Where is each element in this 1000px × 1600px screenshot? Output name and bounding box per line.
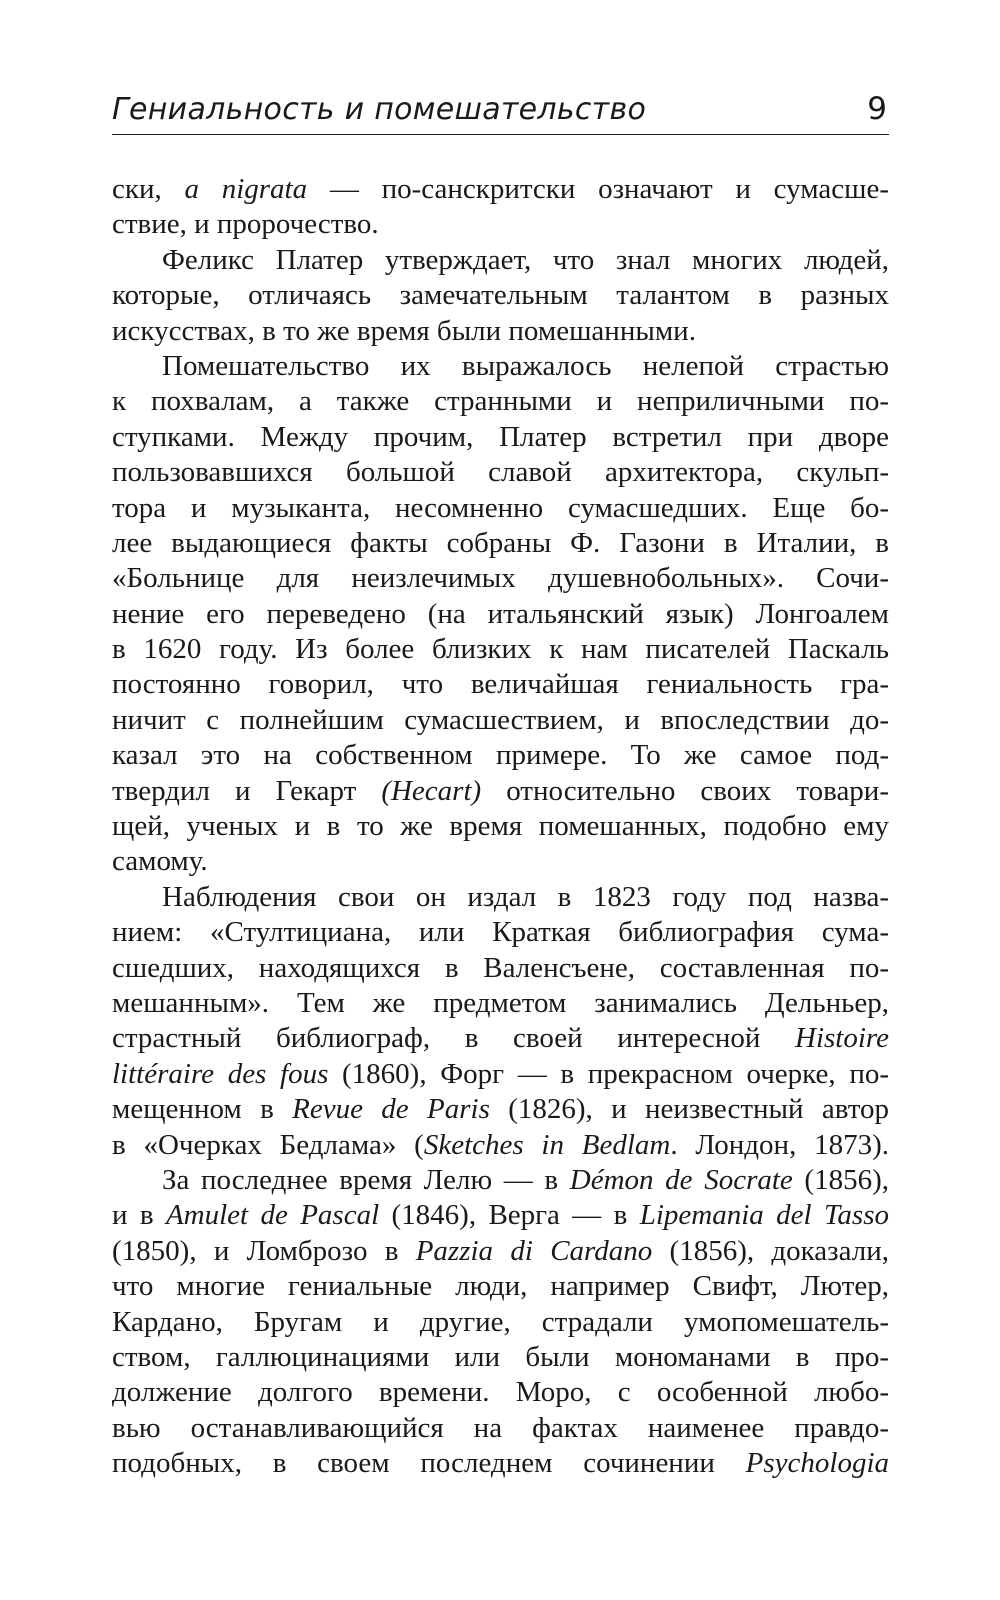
text-line [112, 1163, 889, 1198]
text-line [112, 915, 889, 950]
text-span: Феликс Платер утверждает, что знал многих людей, [162, 243, 889, 276]
italic-span: Démon de Socrate [569, 1163, 793, 1196]
italic-span: Lipemania del Tasso [639, 1199, 889, 1232]
text-span: (1856), доказали, [652, 1234, 889, 1267]
text-span: в «Очерках Бедлама» ( [112, 1128, 424, 1161]
text-line [112, 491, 889, 526]
text-span: ступками. Между прочим, Платер встретил при дворе [112, 420, 889, 453]
italic-span: Revue de Paris [292, 1093, 490, 1126]
text-line [112, 774, 889, 809]
text-line [112, 561, 889, 596]
text-span: (1826), и неизвестный автор [489, 1093, 889, 1126]
running-title: Гениальность и помешательство [112, 92, 647, 127]
body-text [112, 172, 889, 1481]
text-span: тора и музыканта, несомненно сумасшедших. Еще бо- [112, 491, 889, 524]
text-span: За последнее время Лелю — в [162, 1163, 570, 1196]
text-span: которые, отличаясь замечательным талантом в разных [112, 279, 889, 312]
text-span: что многие гениальные люди, например Свифт, Лютер, [112, 1270, 889, 1303]
text-line [112, 349, 889, 384]
text-line [112, 314, 889, 349]
text-span: «Больнице для неизлечимых душевнобольных». Сочи- [112, 562, 889, 595]
text-span: ствие, и пророчество. [112, 208, 379, 241]
text-span: мешанным». Тем же предметом занимались Дельньер, [112, 986, 889, 1019]
text-span: нием: «Стултициана, или Краткая библиография сума- [112, 916, 889, 949]
text-span: к похвалам, а также странными и неприличными по- [112, 385, 889, 418]
text-line [112, 1092, 889, 1127]
text-span: . Лондон, 1873). [670, 1128, 889, 1161]
text-line [112, 1411, 889, 1446]
text-line [112, 1128, 889, 1163]
text-span: сшедших, находящихся в Валенсъене, составленная по- [112, 951, 889, 984]
text-span: в 1620 году. Из более близких к нам писателей Паскаль [112, 633, 889, 666]
text-span: пользовавшихся большой славой архитектора, скульп- [112, 456, 889, 489]
text-span: (1850), и Ломброзо в [112, 1234, 416, 1267]
text-line [112, 738, 889, 773]
text-line [112, 1021, 889, 1056]
italic-span: Histoire [795, 1022, 889, 1055]
text-span: ством, галлюцинациями или были мономанами в про- [112, 1340, 889, 1373]
text-line [112, 1057, 889, 1092]
italic-span: Amulet de Pascal [165, 1199, 380, 1232]
italic-span: (Hecart) [381, 774, 482, 807]
text-line [112, 951, 889, 986]
italic-span: littéraire des fous [112, 1057, 329, 1090]
text-span: нение его переведено (на итальянский язык) Лонгоалем [112, 597, 889, 630]
text-line [112, 1305, 889, 1340]
text-span: ничит с полнейшим сумасшествием, и впоследствии до- [112, 703, 889, 736]
text-span: щей, ученых и в то же время помешанных, подобно ему [112, 810, 889, 843]
text-line [112, 1375, 889, 1410]
text-line [112, 384, 889, 419]
text-span: (1856), [792, 1163, 889, 1196]
italic-span: Pazzia di Cardano [415, 1234, 653, 1267]
text-span: Помешательство их выражалось нелепой страстью [162, 349, 889, 382]
text-span: искусствах, в то же время были помешанными. [112, 314, 696, 347]
text-line [112, 597, 889, 632]
text-line [112, 667, 889, 702]
text-line [112, 844, 889, 879]
text-span: (1860), Форг — в прекрасном очерке, по- [328, 1057, 889, 1090]
text-span: относительно своих товари- [481, 774, 889, 807]
text-span: мещенном в [112, 1093, 293, 1126]
text-line [112, 420, 889, 455]
text-span: должение долгого времени. Моро, с особенной любо- [112, 1376, 889, 1409]
text-line [112, 809, 889, 844]
text-line [112, 526, 889, 561]
text-span: подобных, в своем последнем сочинении [112, 1447, 746, 1480]
text-span: Кардано, Бругам и другие, страдали умопомешатель- [112, 1305, 889, 1338]
text-line [112, 207, 889, 242]
text-line [112, 278, 889, 313]
text-line [112, 455, 889, 490]
running-head [112, 86, 889, 135]
text-span: страстный библиограф, в своей интересной [112, 1022, 796, 1055]
text-line [112, 172, 889, 207]
text-line [112, 703, 889, 738]
text-span: вью останавливающийся на фактах наименее правдо- [112, 1411, 889, 1444]
text-span: казал это на собственном примере. То же самое под- [112, 739, 889, 772]
text-span: — по-санскритски означают и сумасше- [307, 173, 890, 205]
text-line [112, 1269, 889, 1304]
text-span: ски, [112, 173, 185, 205]
text-span: (1846), Верга — в [379, 1199, 640, 1232]
text-span: постоянно говорил, что величайшая гениальность гра- [112, 668, 889, 701]
text-span: Наблюдения свои он издал в 1823 году под назва- [162, 880, 889, 913]
text-line [112, 243, 889, 278]
text-line [112, 1234, 889, 1269]
text-line [112, 880, 889, 915]
text-span: лее выдающиеся факты собраны Ф. Газони в Италии, в [112, 526, 889, 559]
text-line [112, 986, 889, 1021]
italic-span: Psychologia [745, 1447, 889, 1480]
text-span: твердил и Гекарт [112, 774, 382, 807]
italic-span: a nigrata [184, 173, 308, 205]
italic-span: Sketches in Bedlam [423, 1128, 671, 1161]
text-span: и в [112, 1199, 166, 1232]
text-line [112, 1198, 889, 1233]
text-line [112, 632, 889, 667]
text-span: самому. [112, 845, 208, 878]
text-line [112, 1340, 889, 1375]
page-number: 9 [867, 91, 887, 127]
text-line [112, 1446, 889, 1481]
